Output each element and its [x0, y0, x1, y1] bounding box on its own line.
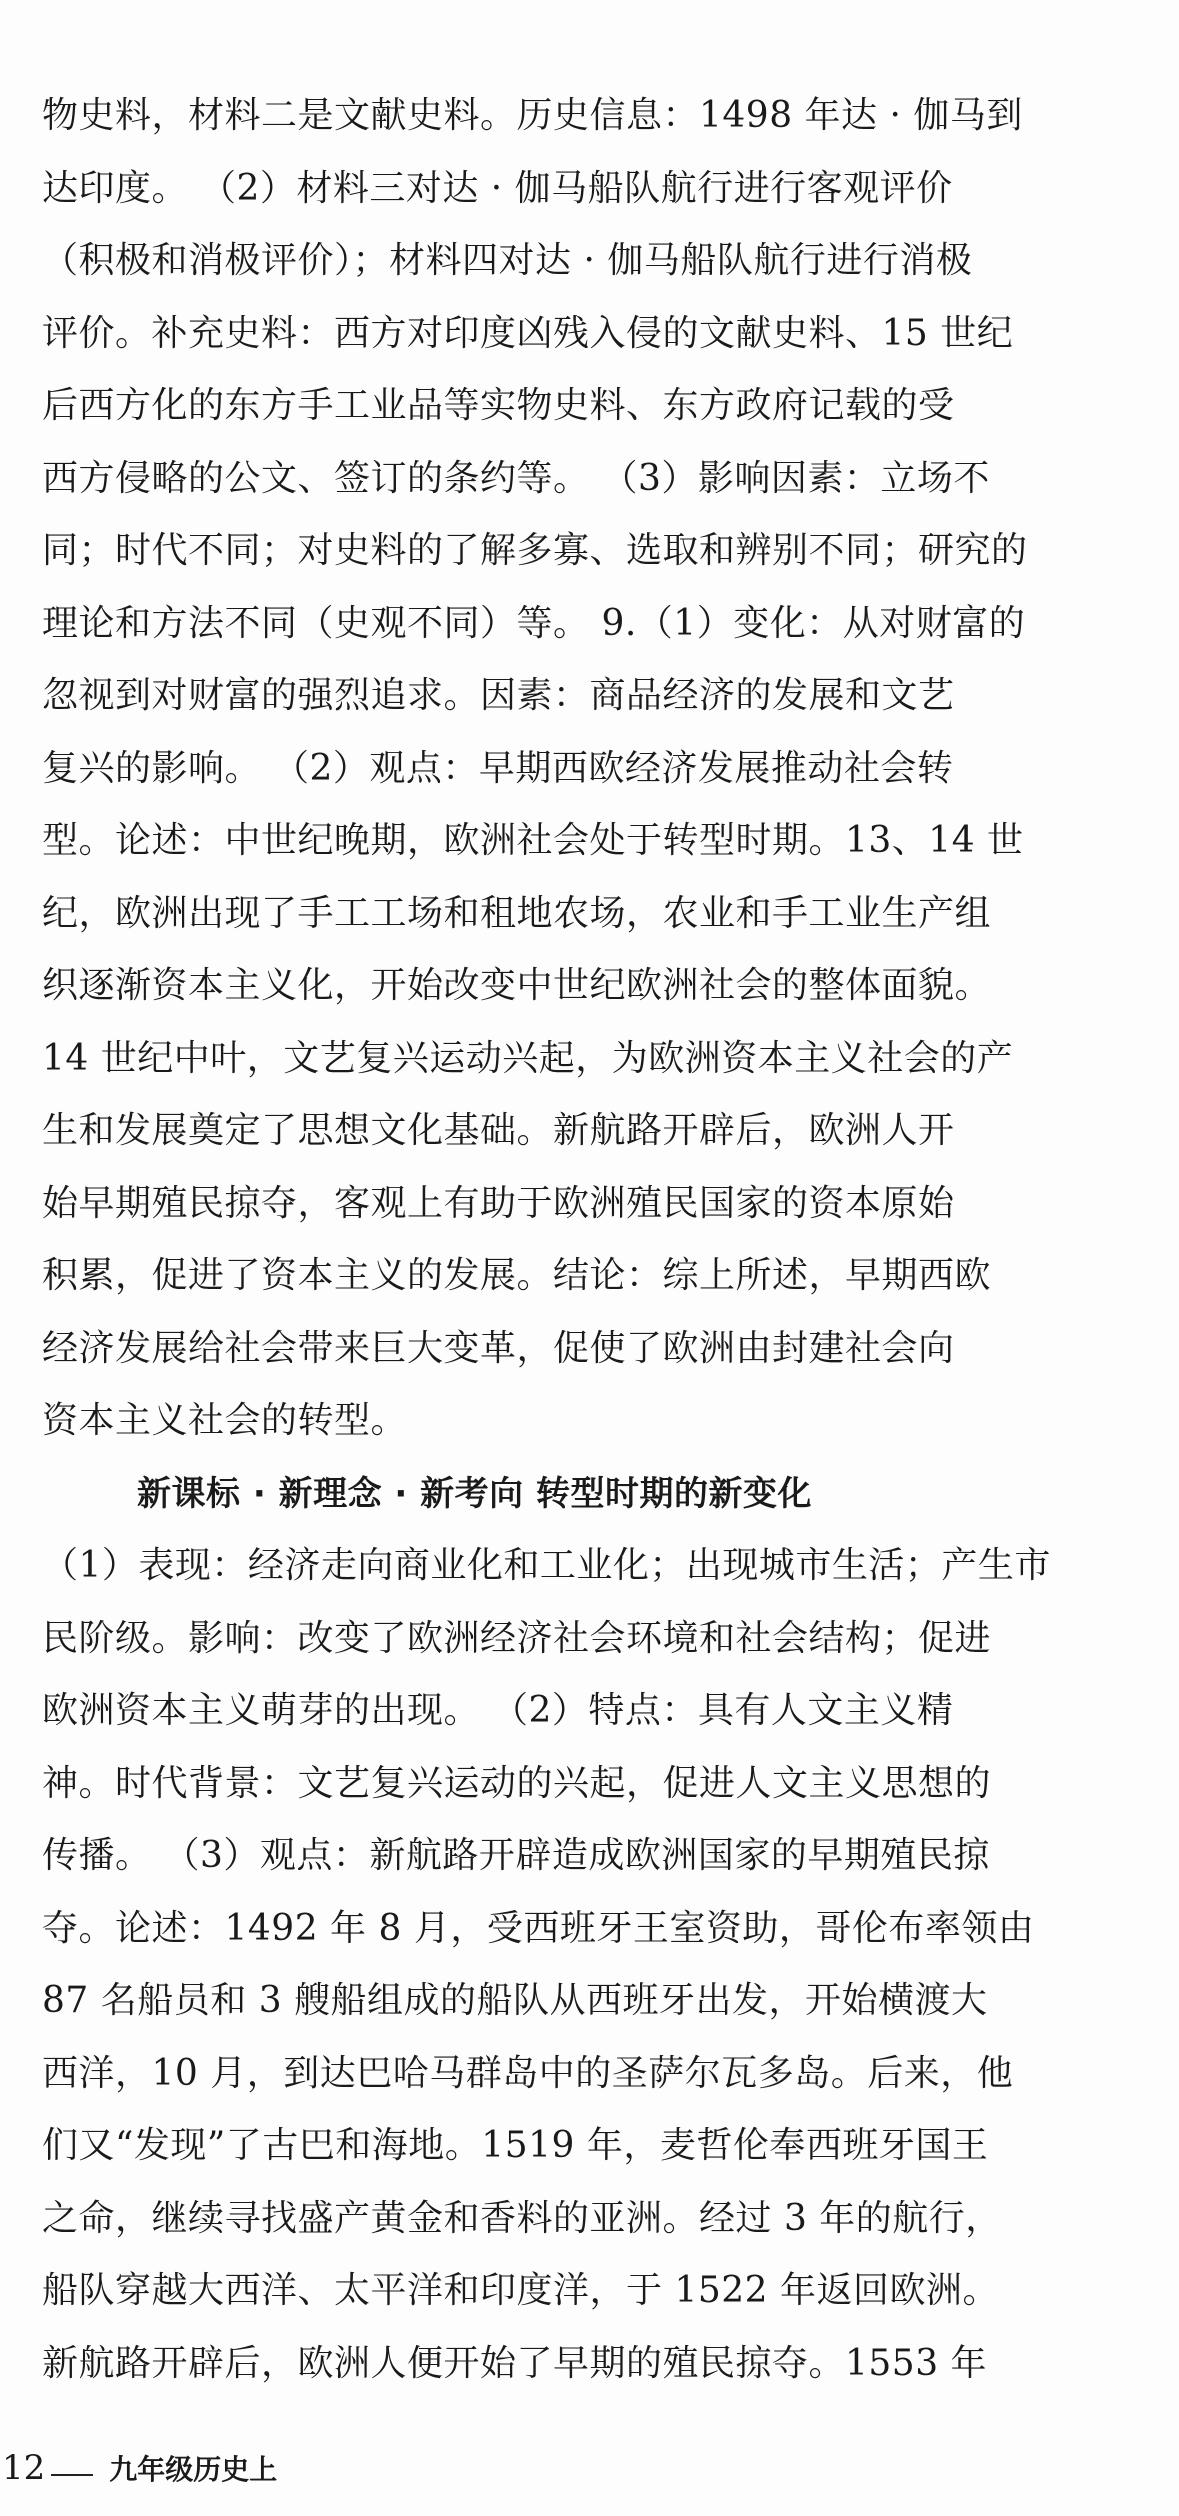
section-text-line: 们又“发现”了古巴和海地。1519 年，麦哲伦奉西班牙国王: [42, 2125, 989, 2166]
section-text-line: 87 名船员和 3 艘船组成的船队从西班牙出发，开始横渡大: [42, 1980, 988, 2021]
text-line: 生和发展奠定了思想文化基础。新航路开辟后，欧洲人开: [42, 1110, 955, 1151]
text-line: 型。论述：中世纪晚期，欧洲社会处于转型时期。13、14 世: [42, 820, 1024, 861]
text-line: 物史料，材料二是文献史料。历史信息：1498 年达 · 伽马到: [42, 95, 1023, 136]
section-text-line: 神。时代背景：文艺复兴运动的兴起，促进人文主义思想的: [42, 1762, 992, 1804]
book-title: 九年级历史上: [109, 2453, 278, 2486]
text-line: 积累，促进了资本主义的发展。结论：综上所述，早期西欧: [42, 1255, 992, 1296]
section-heading: 新课标 · 新理念 · 新考向 转型时期的新变化: [137, 1473, 813, 1514]
text-line: 西方侵略的公文、签订的条约等。 （3）影响因素：立场不: [42, 457, 990, 499]
section-text-line: （1）表现：经济走向商业化和工业化；出现城市生活；产生市: [42, 1545, 1051, 1586]
text-line: 忽视到对财富的强烈追求。因素：商品经济的发展和文艺: [42, 675, 955, 716]
section-text-line: 西洋，10 月，到达巴哈马群岛中的圣萨尔瓦多岛。后来，他: [42, 2052, 1014, 2094]
section-text-line: 新航路开辟后，欧洲人便开始了早期的殖民掠夺。1553 年: [42, 2342, 988, 2384]
text-line: 织逐渐资本主义化，开始改变中世纪欧洲社会的整体面貌。: [42, 965, 992, 1006]
text-line: 达印度。 （2）材料三对达 · 伽马船队航行进行客观评价: [42, 167, 953, 209]
text-line: 后西方化的东方手工业品等实物史料、东方政府记载的受: [42, 385, 955, 426]
section-text-line: 民阶级。影响：改变了欧洲经济社会环境和社会结构；促进: [42, 1617, 992, 1659]
footer-dash: [51, 2474, 93, 2476]
text-line: 评价。补充史料：西方对印度凶残入侵的文献史料、15 世纪: [42, 312, 1014, 354]
text-line: 纪，欧洲出现了手工工场和租地农场，农业和手工业生产组: [42, 892, 992, 934]
page-footer: [0, 2438, 277, 2498]
text-line: 经济发展给社会带来巨大变革，促使了欧洲由封建社会向: [42, 1327, 955, 1369]
section-text-line: 传播。 （3）观点：新航路开辟造成欧洲国家的早期殖民掠: [42, 1835, 990, 1876]
answer-text-block: [42, 80, 1122, 2400]
text-line: 同；时代不同；对史料的了解多寡、选取和辨别不同；研究的: [42, 530, 1028, 571]
text-line: 资本主义社会的转型。: [42, 1400, 408, 1441]
section-text-line: 夺。论述：1492 年 8 月，受西班牙王室资助，哥伦布率领由: [42, 1907, 1035, 1949]
text-line: 理论和方法不同（史观不同）等。 9.（1）变化：从对财富的: [42, 602, 1026, 644]
text-line: 始早期殖民掠夺，客观上有助于欧洲殖民国家的资本原始: [42, 1182, 955, 1224]
text-line: 复兴的影响。 （2）观点：早期西欧经济发展推动社会转: [42, 747, 954, 789]
section-text-line: 船队穿越大西洋、太平洋和印度洋，于 1522 年返回欧洲。: [42, 2270, 1000, 2311]
section-text-line: 欧洲资本主义萌芽的出现。 （2）特点：具有人文主义精: [42, 1690, 954, 1731]
text-line: 14 世纪中叶，文艺复兴运动兴起，为欧洲资本主义社会的产: [42, 1037, 1014, 1079]
text-line: （积极和消极评价）；材料四对达 · 伽马船队航行进行消极: [42, 240, 973, 281]
section-text-line: 之命，继续寻找盛产黄金和香料的亚洲。经过 3 年的航行，: [42, 2197, 1002, 2239]
page-number: 12: [2, 2448, 46, 2488]
